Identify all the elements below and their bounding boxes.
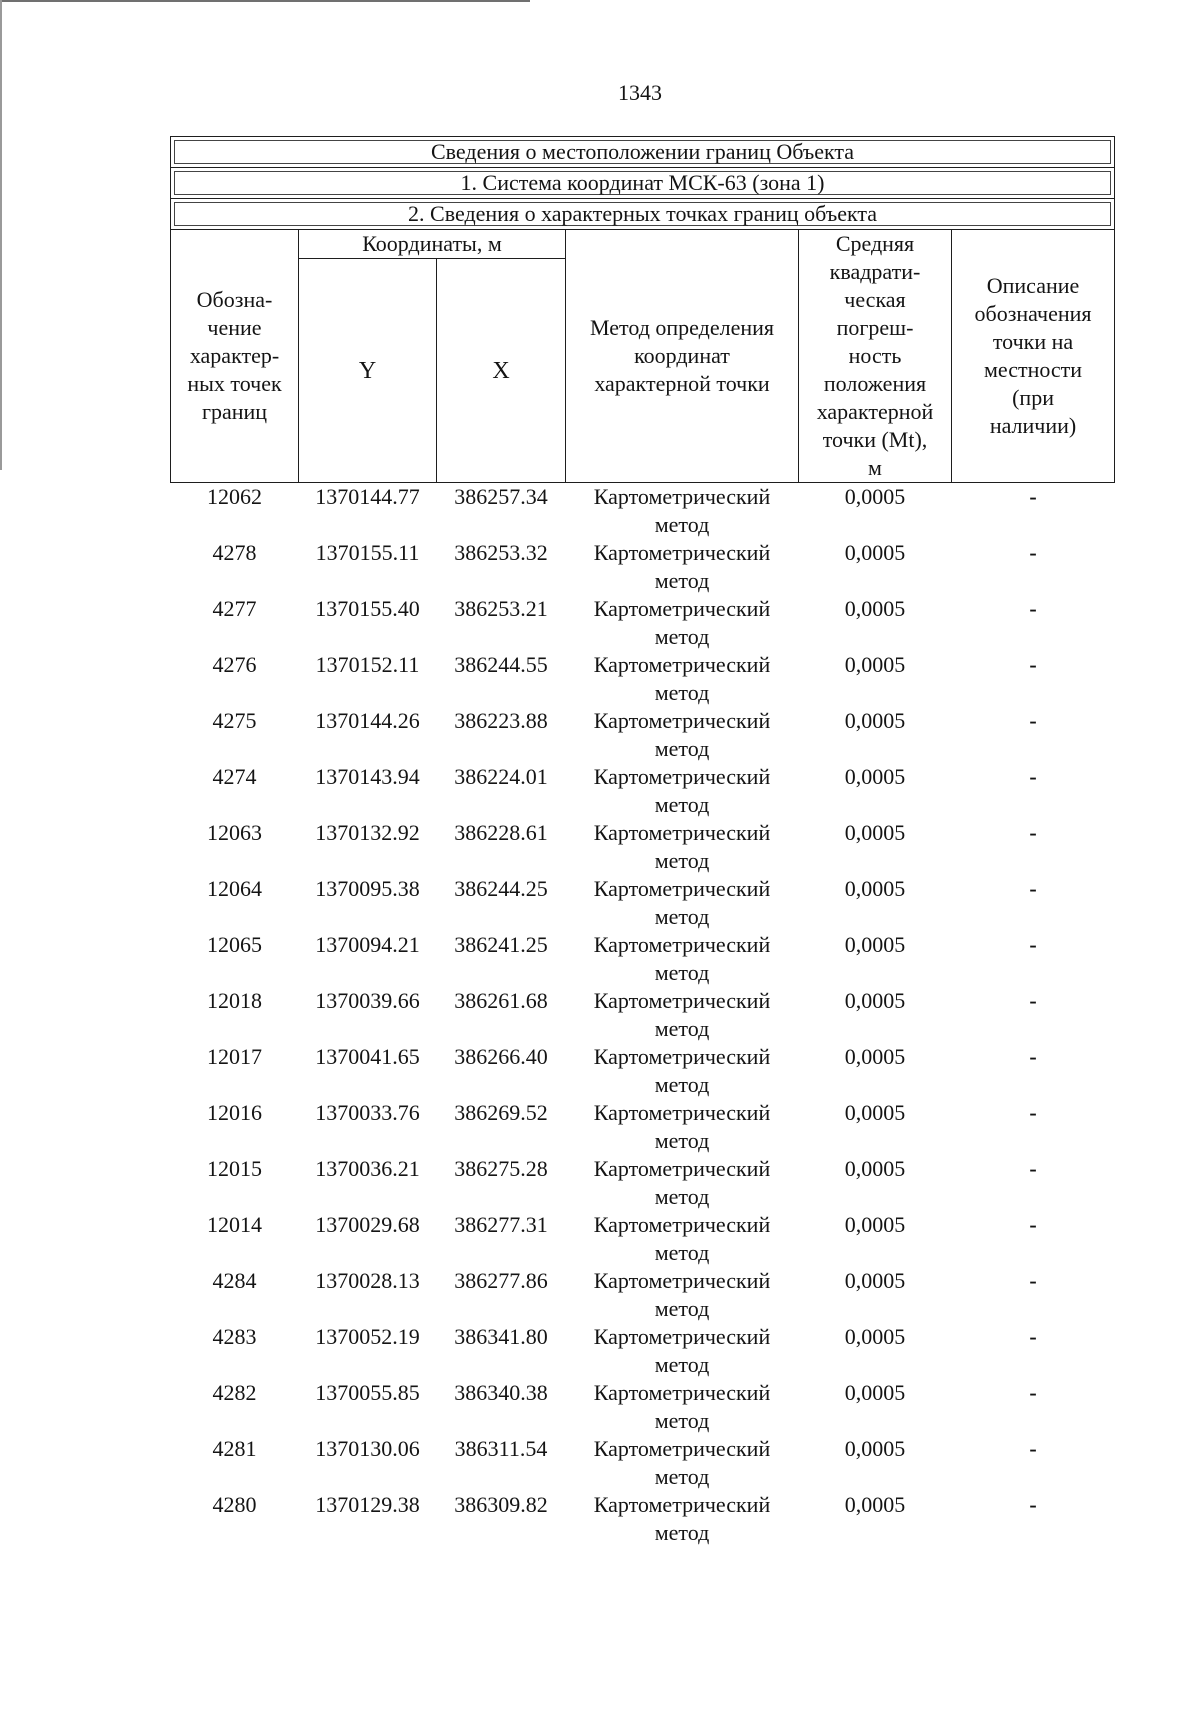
y-cell: 1370155.40 (315, 596, 420, 621)
method-cell: Картометрический метод (593, 764, 771, 817)
point-cell: 4280 (212, 1492, 257, 1517)
boundary-points-table (170, 136, 1115, 1547)
x-cell: 386257.34 (454, 484, 548, 509)
point-cell: 12016 (207, 1100, 262, 1125)
point-cell: 4282 (212, 1380, 257, 1405)
y-cell: 1370144.26 (315, 708, 420, 733)
point-cell: 4274 (212, 764, 257, 789)
description-cell: - (1029, 988, 1037, 1013)
method-cell: Картометрический метод (593, 540, 771, 593)
method-cell: Картометрический метод (593, 652, 771, 705)
y-cell: 1370028.13 (315, 1268, 420, 1293)
x-cell: 386224.01 (454, 764, 548, 789)
description-cell: - (1029, 1380, 1037, 1405)
x-cell: 386228.61 (454, 820, 548, 845)
y-cell: 1370155.11 (315, 540, 420, 565)
table-body (171, 483, 1115, 1548)
y-cell: 1370052.19 (315, 1324, 420, 1349)
x-cell: 386223.88 (454, 708, 548, 733)
description-cell: - (1029, 708, 1037, 733)
x-cell: 386244.25 (454, 876, 548, 901)
error-cell: 0,0005 (844, 708, 906, 733)
error-cell: 0,0005 (844, 484, 906, 509)
method-cell: Картометрический метод (593, 1436, 771, 1489)
table-row (171, 1267, 1115, 1323)
point-cell: 4278 (212, 540, 257, 565)
table-row (171, 1491, 1115, 1547)
point-cell: 12062 (207, 484, 262, 509)
y-cell: 1370152.11 (315, 652, 420, 677)
x-cell: 386253.32 (454, 540, 548, 565)
table-row (171, 931, 1115, 987)
method-cell: Картометрический метод (593, 1492, 771, 1545)
point-cell: 4281 (212, 1436, 257, 1461)
y-cell: 1370144.77 (315, 484, 420, 509)
table-row (171, 875, 1115, 931)
table-row (171, 1043, 1115, 1099)
top-edge-rule (0, 0, 530, 2)
header-error: Средняя квадрати- ческая погреш- ность положения характерной точки (Mt), м (799, 230, 952, 483)
description-cell: - (1029, 1044, 1037, 1069)
error-cell: 0,0005 (844, 1324, 906, 1349)
point-cell: 12018 (207, 988, 262, 1013)
table-row (171, 819, 1115, 875)
description-cell: - (1029, 876, 1037, 901)
error-cell: 0,0005 (844, 820, 906, 845)
x-cell: 386277.86 (454, 1268, 548, 1293)
table-row (171, 1323, 1115, 1379)
point-cell: 12063 (207, 820, 262, 845)
y-cell: 1370132.92 (315, 820, 420, 845)
error-cell: 0,0005 (844, 540, 906, 565)
point-cell: 12017 (207, 1044, 262, 1069)
y-cell: 1370039.66 (315, 988, 420, 1013)
point-cell: 4277 (212, 596, 257, 621)
description-cell: - (1029, 1324, 1037, 1349)
coordinate-system: 1. Система координат МСК-63 (зона 1) (171, 168, 1115, 199)
method-cell: Картометрический метод (593, 1380, 771, 1433)
description-cell: - (1029, 932, 1037, 957)
method-cell: Картометрический метод (593, 1044, 771, 1097)
x-cell: 386277.31 (454, 1212, 548, 1237)
method-cell: Картометрический метод (593, 820, 771, 873)
point-cell: 4275 (212, 708, 257, 733)
x-cell: 386311.54 (454, 1436, 548, 1461)
header-x: X (437, 259, 566, 483)
x-cell: 386244.55 (454, 652, 548, 677)
error-cell: 0,0005 (844, 876, 906, 901)
table-row (171, 707, 1115, 763)
x-cell: 386269.52 (454, 1100, 548, 1125)
x-cell: 386341.80 (454, 1324, 548, 1349)
x-cell: 386275.28 (454, 1156, 548, 1181)
description-cell: - (1029, 764, 1037, 789)
point-cell: 12014 (207, 1212, 262, 1237)
description-cell: - (1029, 484, 1037, 509)
header-point: Обозна- чение характер- ных точек границ (171, 230, 299, 483)
y-cell: 1370041.65 (315, 1044, 420, 1069)
header-coordinates: Координаты, м (299, 230, 566, 259)
error-cell: 0,0005 (844, 1268, 906, 1293)
y-cell: 1370055.85 (315, 1380, 420, 1405)
error-cell: 0,0005 (844, 1100, 906, 1125)
y-cell: 1370129.38 (315, 1492, 420, 1517)
method-cell: Картометрический метод (593, 1324, 771, 1377)
section-heading: 2. Сведения о характерных точках границ объекта (171, 199, 1115, 230)
description-cell: - (1029, 820, 1037, 845)
y-cell: 1370094.21 (315, 932, 420, 957)
point-cell: 4276 (212, 652, 257, 677)
error-cell: 0,0005 (844, 764, 906, 789)
x-cell: 386241.25 (454, 932, 548, 957)
description-cell: - (1029, 1100, 1037, 1125)
table-title: Сведения о местоположении границ Объекта (171, 137, 1115, 168)
error-cell: 0,0005 (844, 1156, 906, 1181)
description-cell: - (1029, 1212, 1037, 1237)
description-cell: - (1029, 596, 1037, 621)
x-cell: 386253.21 (454, 596, 548, 621)
point-cell: 4284 (212, 1268, 257, 1293)
method-cell: Картометрический метод (593, 708, 771, 761)
error-cell: 0,0005 (844, 988, 906, 1013)
error-cell: 0,0005 (844, 1492, 906, 1517)
point-cell: 4283 (212, 1324, 257, 1349)
method-cell: Картометрический метод (593, 484, 771, 537)
x-cell: 386261.68 (454, 988, 548, 1013)
y-cell: 1370143.94 (315, 764, 420, 789)
error-cell: 0,0005 (844, 596, 906, 621)
description-cell: - (1029, 540, 1037, 565)
header-y: Y (299, 259, 437, 483)
y-cell: 1370033.76 (315, 1100, 420, 1125)
x-cell: 386266.40 (454, 1044, 548, 1069)
description-cell: - (1029, 1156, 1037, 1181)
method-cell: Картометрический метод (593, 596, 771, 649)
error-cell: 0,0005 (844, 1212, 906, 1237)
method-cell: Картометрический метод (593, 1100, 771, 1153)
y-cell: 1370029.68 (315, 1212, 420, 1237)
method-cell: Картометрический метод (593, 1212, 771, 1265)
y-cell: 1370036.21 (315, 1156, 420, 1181)
table-row (171, 1435, 1115, 1491)
description-cell: - (1029, 1492, 1037, 1517)
table-row (171, 987, 1115, 1043)
table-row (171, 1155, 1115, 1211)
page-number: 1343 (618, 80, 662, 105)
table-row (171, 595, 1115, 651)
point-cell: 12064 (207, 876, 262, 901)
error-cell: 0,0005 (844, 1436, 906, 1461)
error-cell: 0,0005 (844, 652, 906, 677)
method-cell: Картометрический метод (593, 1156, 771, 1209)
left-edge-rule (0, 0, 2, 470)
header-description: Описание обозначения точки на местности (при наличии) (952, 230, 1115, 483)
x-cell: 386340.38 (454, 1380, 548, 1405)
method-cell: Картометрический метод (593, 876, 771, 929)
table-row (171, 763, 1115, 819)
description-cell: - (1029, 1436, 1037, 1461)
point-cell: 12015 (207, 1156, 262, 1181)
header-method: Метод определения координат характерной точки (566, 230, 799, 483)
table-row (171, 651, 1115, 707)
method-cell: Картометрический метод (593, 1268, 771, 1321)
table-row (171, 1379, 1115, 1435)
table-row (171, 1211, 1115, 1267)
point-cell: 12065 (207, 932, 262, 957)
error-cell: 0,0005 (844, 1044, 906, 1069)
y-cell: 1370130.06 (315, 1436, 420, 1461)
description-cell: - (1029, 652, 1037, 677)
error-cell: 0,0005 (844, 1380, 906, 1405)
y-cell: 1370095.38 (315, 876, 420, 901)
table-row (171, 483, 1115, 540)
description-cell: - (1029, 1268, 1037, 1293)
x-cell: 386309.82 (454, 1492, 548, 1517)
table-row (171, 1099, 1115, 1155)
method-cell: Картометрический метод (593, 988, 771, 1041)
error-cell: 0,0005 (844, 932, 906, 957)
method-cell: Картометрический метод (593, 932, 771, 985)
table-row (171, 539, 1115, 595)
